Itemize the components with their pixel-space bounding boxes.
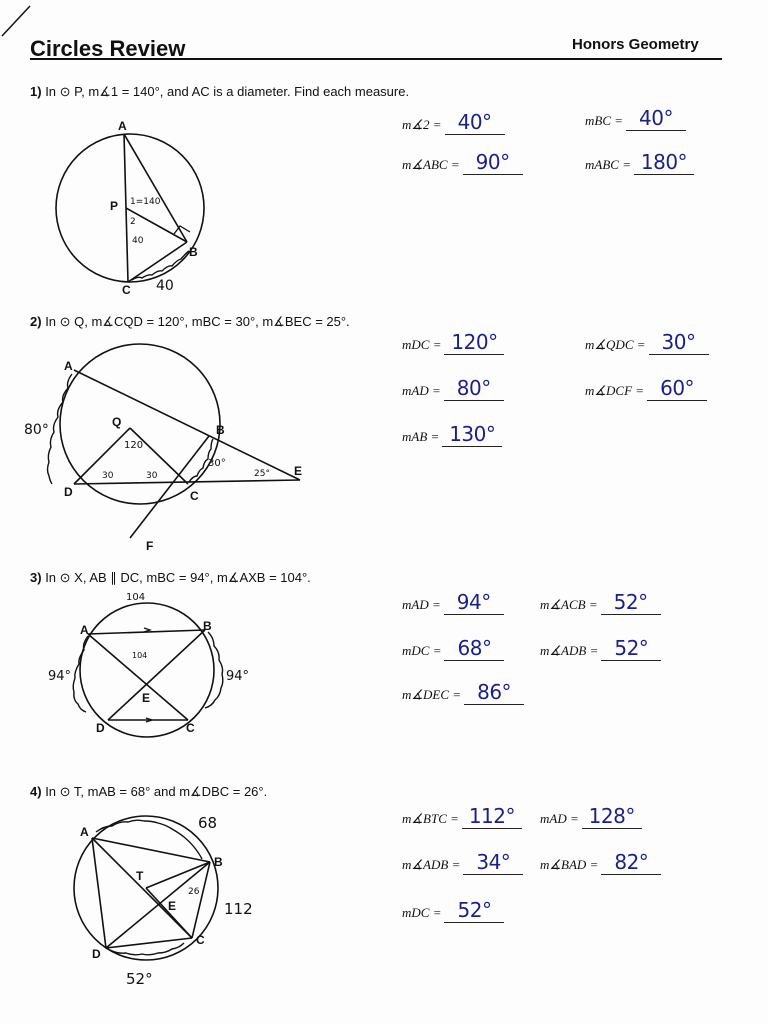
p3-answer-arc-ad: mAD = 94° <box>402 590 504 615</box>
p3-answer-angle-adb: m∡ADB = 52° <box>540 636 661 661</box>
angle-2-note: 40 <box>132 236 144 246</box>
p3-answer-angle-acb: m∡ACB = 52° <box>540 590 661 615</box>
arc-bc-note: 112 <box>224 900 253 918</box>
point-E: E <box>142 691 151 705</box>
point-Q: Q <box>112 415 122 429</box>
p4-answer-arc-dc: mDC = 52° <box>402 898 504 923</box>
problem-2-figure <box>18 338 318 558</box>
p3-answer-angle-dec: m∡DEC = 86° <box>402 680 524 705</box>
p2-answer-angle-dcf: m∡DCF = 60° <box>585 376 707 401</box>
problem-2-statement: 2) In ⊙ Q, m∡CQD = 120°, mBC = 30°, m∡BEC = 25°. <box>30 314 350 329</box>
point-A: A <box>80 825 89 839</box>
point-E: E <box>294 464 303 478</box>
p1-answer-angle2: m∡2 = 40° <box>402 110 505 135</box>
p3-answer-arc-dc: mDC = 68° <box>402 636 504 661</box>
arc-ad-note: 94° <box>48 669 72 684</box>
p1-answer-angle-abc: m∡ABC = 90° <box>402 150 523 175</box>
course-name: Honors Geometry <box>572 36 699 53</box>
point-A: A <box>80 623 89 637</box>
point-B: B <box>189 245 198 259</box>
point-B: B <box>203 619 212 633</box>
p1-answer-arc-bc: mBC = 40° <box>585 106 686 131</box>
point-B: B <box>216 423 225 437</box>
point-C: C <box>186 721 195 735</box>
arc-dc-note: 52° <box>126 970 153 988</box>
p4-answer-angle-adb: m∡ADB = 34° <box>402 850 523 875</box>
angle-dbc-note: 26 <box>188 887 200 897</box>
p1-answer-arc-abc: mABC = 180° <box>585 150 694 175</box>
p4-answer-angle-btc: m∡BTC = 112° <box>402 804 522 829</box>
pen-mark <box>0 0 40 40</box>
point-B: B <box>214 855 223 869</box>
point-C: C <box>122 283 131 297</box>
point-C: C <box>196 933 205 947</box>
p2-answer-arc-ab: mAB = 130° <box>402 422 502 447</box>
point-D: D <box>64 485 73 499</box>
point-D: D <box>96 721 105 735</box>
point-A: A <box>64 359 73 373</box>
p2-answer-arc-dc: mDC = 120° <box>402 330 504 355</box>
point-A: A <box>118 119 127 133</box>
central-angle-note: 120 <box>124 440 144 451</box>
problem-3-statement: 3) In ⊙ X, AB ∥ DC, mBC = 94°, m∡AXB = 104°. <box>30 570 311 585</box>
page-title: Circles Review <box>30 36 186 61</box>
angle-qcd-note: 30 <box>146 471 158 481</box>
arc-ab-note: 104 <box>126 592 146 603</box>
problem-1-statement: 1) In ⊙ P, m∡1 = 140°, and AC is a diameter. Find each measure. <box>30 84 410 99</box>
point-F: F <box>146 539 154 553</box>
arc-bc-note: 94° <box>226 669 250 684</box>
point-D: D <box>92 947 101 961</box>
problem-3-figure <box>40 586 280 746</box>
point-C: C <box>190 489 199 503</box>
angle-axb-note: 104 <box>132 651 148 660</box>
arc-ad-note: 80° <box>24 422 49 438</box>
problem-4-statement: 4) In ⊙ T, mAB = 68° and m∡DBC = 26°. <box>30 784 268 799</box>
p2-answer-angle-qdc: m∡QDC = 30° <box>585 330 709 355</box>
title-rule <box>30 58 722 60</box>
arc-bc-note: 30° <box>208 458 226 469</box>
arc-ab-note: 68 <box>198 814 218 832</box>
problem-4-figure <box>40 800 270 1000</box>
angle-2-label: 2 <box>130 217 136 227</box>
angle-1-note: 1=140 <box>130 197 161 207</box>
p4-answer-angle-bad: m∡BAD = 82° <box>540 850 661 875</box>
point-E: E <box>168 899 177 913</box>
angle-qdc-note: 30 <box>102 471 114 481</box>
angle-e-note: 25° <box>254 469 270 479</box>
point-P: P <box>110 199 119 213</box>
arc-bc-note: 40 <box>156 278 174 294</box>
point-T: T <box>136 869 144 883</box>
p4-answer-arc-ad: mAD = 128° <box>540 804 642 829</box>
p2-answer-arc-ad: mAD = 80° <box>402 376 504 401</box>
problem-1-figure <box>40 110 230 300</box>
